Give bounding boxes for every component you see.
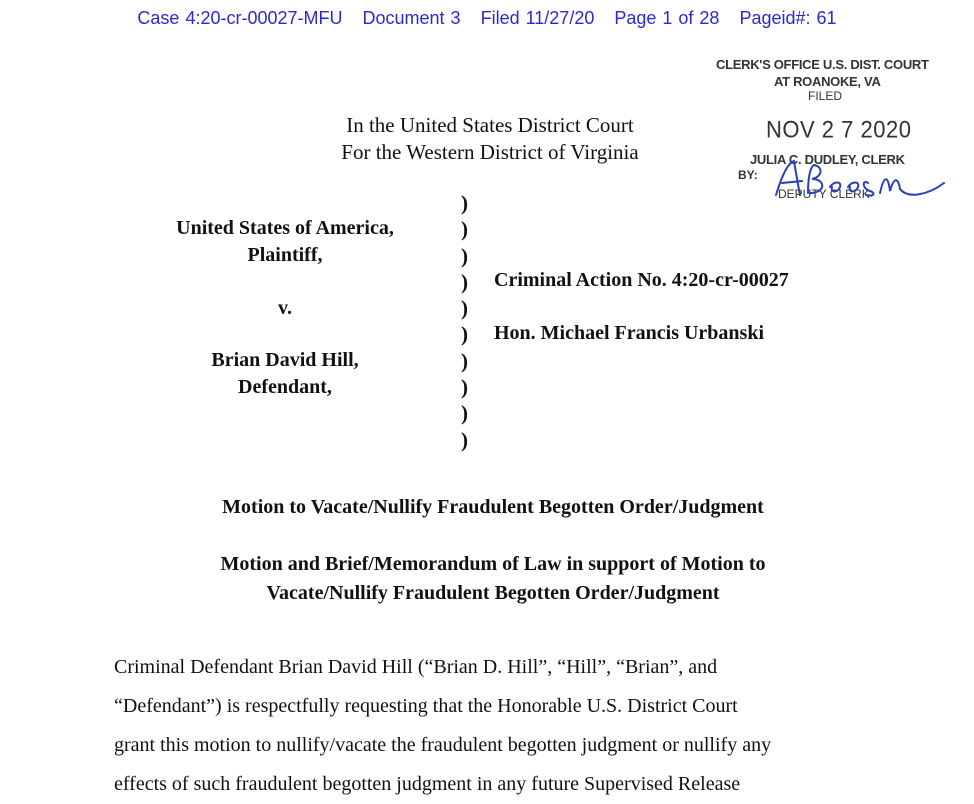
plaintiff-name: United States of America,: [176, 217, 394, 239]
brief-title-line2: Vacate/Nullify Fraudulent Begotten Order/Judgment: [266, 582, 720, 604]
filed-date: Filed 11/27/20: [480, 8, 595, 28]
court-district: For the Western District of Virginia: [341, 140, 639, 164]
stamp-date: NOV 2 7 2020: [766, 115, 912, 144]
stamp-deputy: DEPUTY CLERK: [778, 187, 870, 201]
defendant-name: Brian David Hill,: [211, 349, 359, 371]
court-heading: [290, 112, 690, 166]
versus: v.: [278, 297, 292, 319]
stamp-by: BY:: [738, 168, 758, 182]
body-line: grant this motion to nullify/vacate the fraudulent begotten judgment or nullify any: [114, 734, 772, 756]
caption-parentheses: ) ) ) ) ) ) ) ) ) ): [461, 191, 468, 452]
plaintiff-role: Plaintiff,: [247, 244, 323, 266]
brief-title-line1: Motion and Brief/Memorandum of Law in support of Motion to: [220, 553, 766, 575]
stamp-location: AT ROANOKE, VA: [774, 74, 881, 89]
body-line: effects of such fraudulent begotten judgment in any future Supervised Release: [114, 773, 741, 795]
page-id: Pageid#: 61: [739, 8, 837, 28]
case-number: Case 4:20-cr-00027-MFU: [137, 8, 343, 28]
stamp-office: CLERK'S OFFICE U.S. DIST. COURT: [716, 57, 929, 72]
stamp-clerk-name: JULIA C. DUDLEY, CLERK: [750, 152, 905, 167]
court-name: In the United States District Court: [346, 113, 634, 137]
stamp-filed: FILED: [808, 89, 843, 103]
judge-name: Hon. Michael Francis Urbanski: [494, 322, 765, 344]
body-line: Criminal Defendant Brian David Hill (“Brian D. Hill”, “Hill”, “Brian”, and: [114, 656, 718, 678]
ecf-header: [0, 8, 974, 29]
page-count: Page 1 of 28: [614, 8, 720, 28]
body-text: [114, 648, 894, 804]
criminal-action-number: Criminal Action No. 4:20-cr-00027: [494, 269, 789, 291]
document-number: Document 3: [362, 8, 461, 28]
defendant-role: Defendant,: [238, 376, 332, 398]
body-line: “Defendant”) is respectfully requesting that the Honorable U.S. District Court: [114, 695, 738, 717]
handwritten-signature: [768, 155, 948, 205]
motion-title: Motion to Vacate/Nullify Fraudulent Begotten Order/Judgment: [222, 496, 764, 518]
